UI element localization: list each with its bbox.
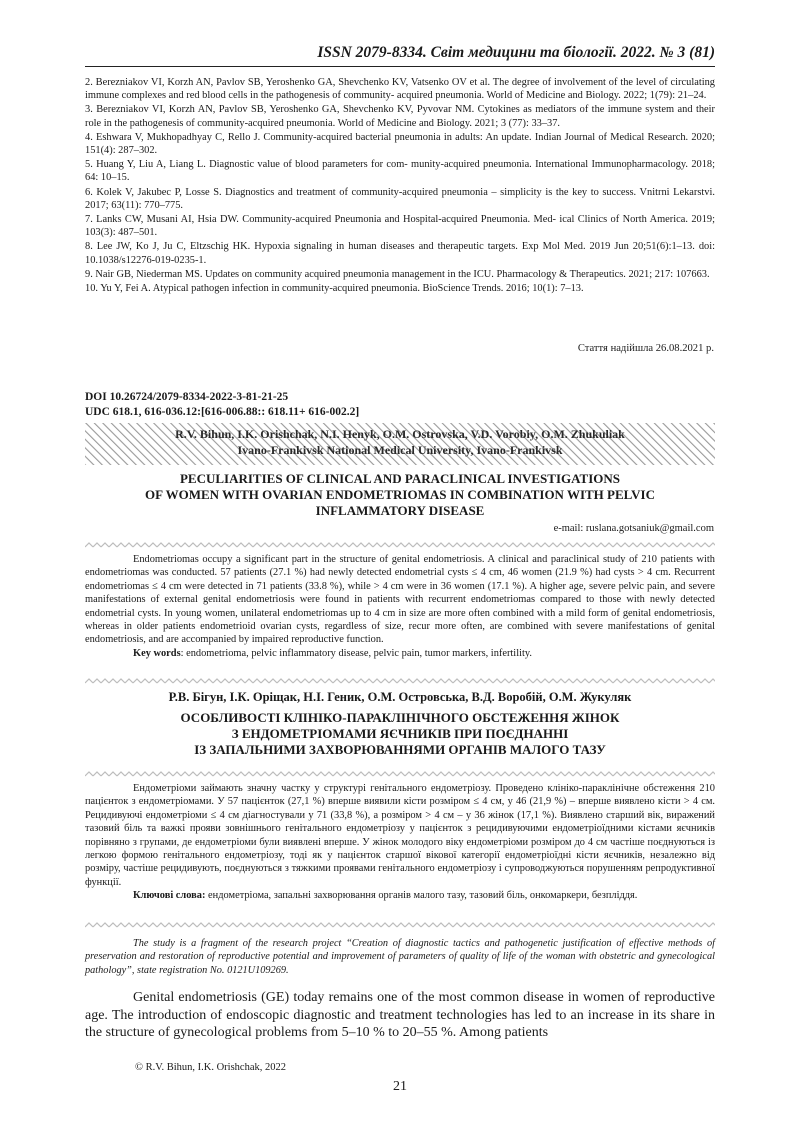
affiliation-en: Ivano-Frankivsk National Medical University, Ivano-Frankivsk (237, 443, 563, 457)
title-ua-line: ОСОБЛИВОСТІ КЛІНІКО-ПАРАКЛІНІЧНОГО ОБСТЕЖЕННЯ ЖІНОК (180, 710, 620, 725)
title-en-line: INFLAMMATORY DISEASE (315, 503, 485, 518)
funding-note: The study is a fragment of the research project “Creation of diagnostic tactics and pathogenetic justification of effective methods of preservation and restoration of reproductive potential and improvement of parameters of quality of life of the woman with obstetric and gynecological pathology”, state registration No. 0121U109269. (85, 938, 715, 976)
copyright-notice: © R.V. Bihun, I.K. Orishchak, 2022 (135, 1062, 286, 1073)
reference-item: 7. Lanks CW, Musani AI, Hsia DW. Community-acquired Pneumonia and Hospital-acquired Pneumonia. Med- ical Clinics of North America. 2019; 103(3): 487–501. (85, 214, 715, 239)
authors-band (85, 423, 715, 465)
keywords-en-text: : endometrioma, pelvic inflammatory disease, pelvic pain, tumor markers, infertility. (180, 647, 532, 659)
keywords-ua-text: ендометріома, запальні захворювання органів малого тазу, тазовий біль, онкомаркери, безпліддя. (205, 890, 638, 902)
article-title-ua (85, 710, 715, 758)
reference-item: 4. Eshwara V, Mukhopadhyay C, Rello J. Community-acquired bacterial pneumonia in adults: An update. Indian Journal of Medical Research. 2020; 151(4): 287–302. (85, 131, 715, 157)
wavy-divider (85, 770, 715, 778)
doi-line: DOI 10.26724/2079-8334-2022-3-81-21-25 (85, 391, 289, 403)
wavy-divider (85, 541, 715, 549)
abstract-en-text: Endometriomas occupy a significant part in the structure of genital endometriosis. A clinical and paraclinical study of 210 patients with endometriomas was conducted. 57 patients (27.1 %) had newly detected endometrial cysts ≤ 4 cm, 46 women (21.9 %) had cysts > 4 cm. Recurrent endometriomas ≤ 4 cm were detected in 71 patients (33.8 %), while > 4 cm were in 36 women (17.1 %). A higher age, severe pelvic pain, and severe manifestations of external genital endometriosis were found in patients with recurrent endometriomas compared to those with newly detected endometrial cysts. In young women, unilateral endometriomas up to 4 cm in size are more often combined with a mild form of genital endometriosis, whereas in older patients endometrioid ovarian cysts, regardless of size, recur more often, are combined with severe manifestations of genital endometriosis, and are accompanied by impaired reproductive function. (85, 554, 715, 646)
introduction-paragraph: Genital endometriosis (GE) today remains one of the most common disease in women of reproductive age. The introduction of endoscopic diagnostic and treatment technologies has led to an increase in its share in the structure of gynecological problems from 5–10 % to 20–55 %. Among patients (85, 990, 715, 1041)
reference-item: 3. Berezniakov VI, Korzh AN, Pavlov SB, Yeroshenko GA, Shevchenko KV, Pyvovar NM. Cytokines as mediators of the immune system and their role in the pathogenesis of community-acquired pneumonia. World of Medicine and Biology. 2021; 3 (77): 33–37. (85, 104, 715, 129)
contact-email: e-mail: ruslana.gotsaniuk@gmail.com (553, 523, 714, 534)
reference-item: 5. Huang Y, Liu A, Liang L. Diagnostic value of blood parameters for com- munity-acquired pneumonia. International Immunopharmacology. 2018; 64: 10–15. (85, 159, 715, 184)
title-ua-line: З ЕНДОМЕТРІОМАМИ ЯЄЧНИКІВ ПРИ ПОЄДНАННІ (231, 726, 569, 741)
keywords-en-label: Key words (133, 647, 181, 659)
reference-item: 6. Kolek V, Jakubec P, Losse S. Diagnostics and treatment of community-acquired pneumonia – simplicity is the key to success. Vnitrni Lekarstvi. 2017; 63(11): 770–775. (85, 186, 715, 211)
authors-ua: Р.В. Бігун, І.К. Оріщак, Н.І. Геник, О.М. Островська, В.Д. Воробій, О.М. Жукуляк (168, 690, 632, 704)
authors-en: R.V. Bihun, I.K. Orishchak, N.I. Henyk, O.M. Ostrovska, V.D. Vorobiy, O.M. Zhukuliak (175, 427, 625, 441)
title-ua-line: ІЗ ЗАПАЛЬНИМИ ЗАХВОРЮВАННЯМИ ОРГАНІВ МАЛОГО ТАЗУ (194, 742, 606, 757)
wavy-divider (85, 921, 715, 929)
reference-item: 10. Yu Y, Fei A. Atypical pathogen infection in community-acquired pneumonia. BioScience Trends. 2016; 10(1): 7–13. (85, 283, 584, 295)
udc-line: UDC 618.1, 616-036.12:[616-006.88:: 618.11+ 616-002.2] (85, 406, 360, 418)
reference-item: 2. Berezniakov VI, Korzh AN, Pavlov SB, Yeroshenko GA, Shevchenko KV, Vatsenko OV et al. The degree of involvement of the level of circulating immune complexes and red blood cells in the pathogenesis of community- acquired pneumonia. World of Medicine and Biology. 2022; 1(79): 21–24. (85, 77, 715, 102)
journal-issn: ISSN 2079-8334. Світ медицини та біології. 2022. № 3 (81) (317, 44, 715, 61)
article-identifiers (85, 390, 359, 420)
title-en-line: PECULIARITIES OF CLINICAL AND PARACLINICAL INVESTIGATIONS (179, 471, 621, 486)
page-number: 21 (393, 1079, 407, 1094)
abstract-ua-text: Ендометріоми займають значну частку у структурі генітального ендометріозу. Проведено клініко-параклінічне обстеження 210 пацієнток з ендометріомами. У 57 пацієнток (27,1 %) вперше виявили кісти розміром ≤ 4 см, у 46 (21,9 %) – вперше виявлено кісти > 4 см. Рецидивуючі ендометріоми ≤ 4 см діагностували у 71 (33,8 %), а розміром > 4 см – у 36 жінок (17,1 %). Виявлено старший вік, виражений тазовий біль та важкі прояви зовнішнього генітального ендометріозу у пацієнток з рецидивуючими ендометріоїдними кістами яєчників порівняно з групами, де ендометріоми були виявлені вперше. У жінок молодого віку ендометріоми розміром до 4 см частіше поєднуються із легкою формою генітального ендометріозу, тоді як у пацієнток старшої вікової категорії ендометріоїдні кісти яєчників, незалежно від розміру, частіше рецидивують, поєднуються з тяжкими проявами генітального ендометріозу і супроводжуються порушенням репродуктивної функції. (85, 783, 715, 888)
article-title-en (85, 471, 715, 519)
keywords-ua-label: Ключові слова: (133, 890, 206, 902)
abstract-en (85, 553, 715, 660)
running-header (85, 44, 715, 67)
reference-item: 8. Lee JW, Ko J, Ju C, Eltzschig HK. Hypoxia signaling in human diseases and therapeutic targets. Exp Mol Med. 2019 Jun 20;51(6):1–13. doi: 10.1038/s12276-019-0235-1. (85, 241, 715, 266)
authors-band-text (85, 426, 715, 458)
reference-item: 9. Nair GB, Niederman MS. Updates on community acquired pneumonia management in the ICU. Pharmacology & Therapeutics. 2021; 217: 107663. (85, 268, 710, 280)
received-date: Стаття надійшла 26.08.2021 р. (577, 343, 714, 354)
keywords-en (85, 647, 715, 660)
abstract-ua (85, 782, 715, 903)
keywords-ua (85, 889, 715, 902)
wavy-divider (85, 677, 715, 685)
reference-list (85, 76, 715, 296)
title-en-line: OF WOMEN WITH OVARIAN ENDOMETRIOMAS IN COMBINATION WITH PELVIC (145, 487, 655, 502)
